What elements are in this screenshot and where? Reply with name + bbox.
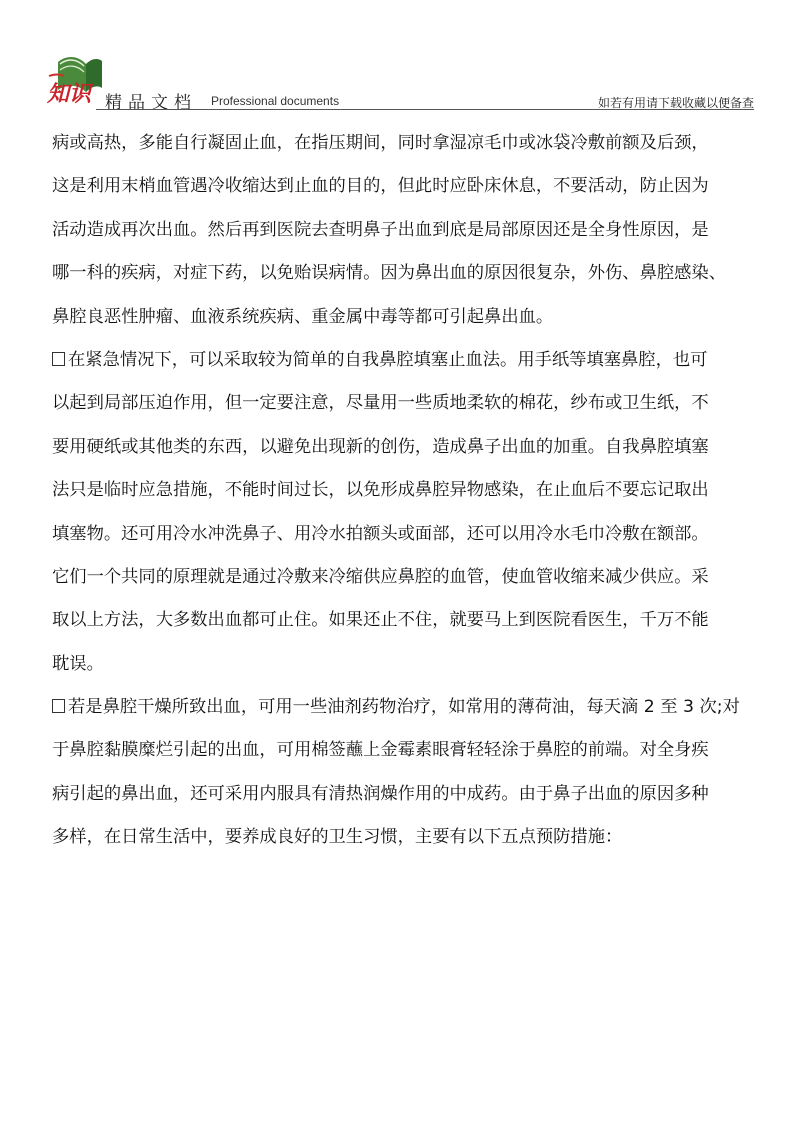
text-line-content: 若是鼻腔干燥所致出血，可用一些油剂药物治疗，如常用的薄荷油，每天滴 2 至 3 次;对 [68,697,740,718]
text-line [52,513,768,556]
text-line [52,469,768,512]
text-line [52,296,768,339]
text-line-content: 病或高热，多能自行凝固止血，在指压期间，同时拿湿凉毛巾或冰袋冷敷前额及后颈， [52,133,709,153]
page-header [0,0,794,112]
text-line-content: 它们一个共同的原理就是通过冷敷来冷缩供应鼻腔的血管，使血管收缩来减少供应。采 [52,566,709,587]
text-line-content: 法只是临时应急措施，不能时间过长，以免形成鼻腔异物感染，在止血后不要忘记取出 [52,480,709,501]
text-line [52,773,768,816]
brand-title: 精品文档 [105,93,197,113]
text-line [52,816,768,859]
text-line-content: 哪一科的疾病，对症下药，以免贻误病情。因为鼻出血的原因很复杂，外伤、鼻腔感染、 [52,263,726,284]
missing-glyph-box-icon [52,699,65,713]
text-line-content: 活动造成再次出血。然后再到医院去查明鼻子出血到底是局部原因还是全身性原因，是 [52,219,709,240]
header-divider [96,109,754,110]
text-line [52,165,768,208]
text-line-content: 这是利用末梢血管遇冷收缩达到止血的目的，但此时应卧床休息，不要活动，防止因为 [52,176,709,197]
text-line-content: 病引起的鼻出血，还可采用内服具有清热润燥作用的中成药。由于鼻子出血的原因多种 [52,783,709,804]
text-line-content: 鼻腔良恶性肿瘤、血液系统疾病、重金属中毒等都可引起鼻出血。 [52,306,554,327]
text-line-content: 要用硬纸或其他类的东西，以避免出现新的创伤，造成鼻子出血的加重。自我鼻腔填塞 [52,436,709,457]
text-line [52,729,768,772]
text-line [52,599,768,642]
text-line-content: 以起到局部压迫作用，但一定要注意，尽量用一些质地柔软的棉花，纱布或卫生纸，不 [52,393,709,414]
book-logo-icon [46,52,104,104]
text-line-content: 于鼻腔黏膜糜烂引起的出血，可用棉签蘸上金霉素眼膏轻轻涂于鼻腔的前端。对全身疾 [52,740,709,761]
document-body [52,122,768,860]
logo-lettering: 知识 [47,81,92,104]
text-line-content: 在紧急情况下，可以采取较为简单的自我鼻腔填塞止血法。用手纸等填塞鼻腔，也可 [68,349,708,370]
missing-glyph-box-icon [52,352,65,366]
text-line [52,339,768,382]
brand-subtitle: Professional documents [211,94,340,108]
text-line [52,686,768,729]
text-line [52,426,768,469]
text-line [52,209,768,252]
text-line-content: 填塞物。还可用冷水冲洗鼻子、用冷水拍额头或面部，还可以用冷水毛巾冷敷在额部。 [52,523,709,544]
header-note: 如若有用请下载收藏以便备查 [597,96,754,110]
text-line [52,122,768,165]
text-line-content: 耽误。 [52,653,104,674]
text-line [52,556,768,599]
text-line-content: 取以上方法，大多数出血都可止住。如果还止不住，就要马上到医院看医生，千万不能 [52,610,709,631]
text-line [52,643,768,686]
text-line-content: 多样，在日常生活中，要养成良好的卫生习惯，主要有以下五点预防措施： [52,827,623,848]
text-line [52,252,768,295]
text-line [52,382,768,425]
